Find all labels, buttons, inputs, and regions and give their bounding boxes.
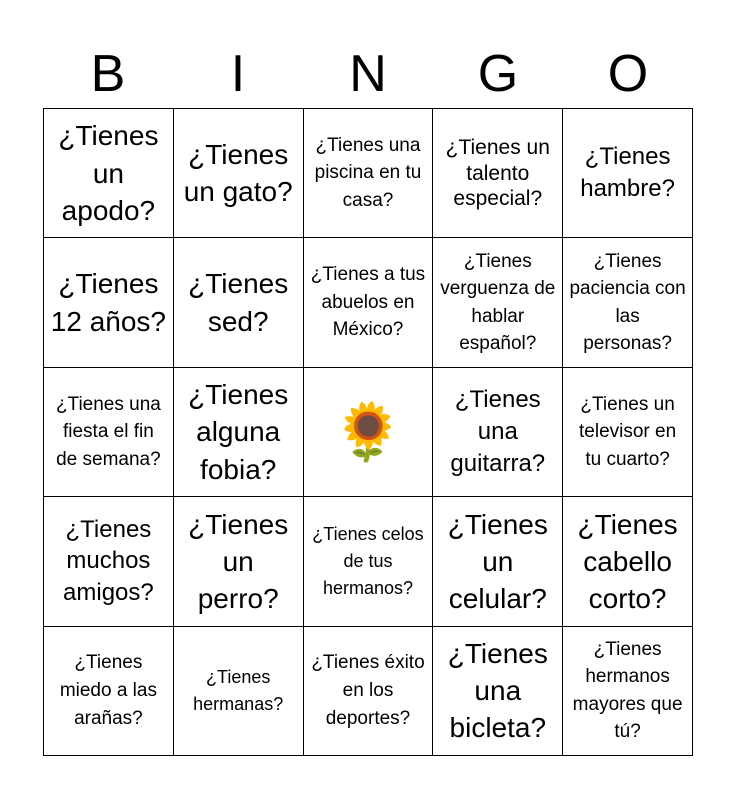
bingo-cell[interactable]	[563, 627, 693, 756]
header-letter-n: N	[349, 45, 387, 103]
bingo-cell[interactable]	[44, 109, 174, 238]
cell-text: ¿Tienes un apodo?	[58, 120, 159, 226]
cell-text: ¿Tienes miedo a las arañas?	[59, 652, 157, 729]
cell-text: ¿Tienes muchos amigos?	[63, 515, 154, 607]
cell-text: ¿Tienes sed?	[188, 268, 289, 337]
bingo-cell[interactable]	[174, 238, 304, 367]
bingo-cell[interactable]	[563, 238, 693, 367]
cell-text: ¿Tienes cabello corto?	[577, 508, 678, 614]
cell-text: ¿Tienes un gato?	[183, 138, 293, 208]
bingo-cell[interactable]	[304, 238, 434, 367]
bingo-cell[interactable]	[174, 497, 304, 626]
bingo-header	[43, 40, 693, 108]
cell-text: ¿Tienes un televisor en tu cuarto?	[579, 393, 677, 470]
bingo-cell[interactable]	[174, 627, 304, 756]
cell-text: ¿Tienes una piscina en tu casa?	[314, 134, 422, 211]
bingo-cell[interactable]	[44, 497, 174, 626]
bingo-cell[interactable]	[44, 627, 174, 756]
header-letter-b: B	[90, 45, 126, 103]
bingo-cell[interactable]	[44, 238, 174, 367]
cell-text: ¿Tienes a tus abuelos en México?	[310, 264, 426, 341]
cell-text: ¿Tienes hermanas?	[193, 666, 284, 714]
cell-text: ¿Tienes un perro?	[188, 508, 289, 614]
bingo-cell[interactable]	[433, 368, 563, 497]
free-space-cell[interactable]	[304, 368, 434, 497]
bingo-card	[43, 108, 693, 756]
bingo-cell[interactable]	[563, 109, 693, 238]
cell-text: ¿Tienes alguna fobia?	[188, 379, 289, 485]
bingo-cell[interactable]	[304, 627, 434, 756]
bingo-cell[interactable]	[433, 627, 563, 756]
cell-text: ¿Tienes una guitarra?	[450, 386, 546, 477]
bingo-cell[interactable]	[304, 109, 434, 238]
bingo-cell[interactable]	[433, 109, 563, 238]
cell-text: ¿Tienes una fiesta el fin de semana?	[55, 393, 161, 470]
bingo-cell[interactable]	[304, 497, 434, 626]
header-letter-o: O	[607, 45, 649, 103]
cell-text: ¿Tienes hambre?	[580, 143, 675, 203]
header-letter-i: I	[230, 45, 246, 103]
bingo-cell[interactable]	[174, 109, 304, 238]
header-letter-g: G	[477, 45, 519, 103]
cell-text: ¿Tienes 12 años?	[50, 268, 166, 337]
bingo-cell[interactable]	[563, 368, 693, 497]
bingo-cell[interactable]	[563, 497, 693, 626]
cell-text: ¿Tienes celos de tus hermanos?	[312, 523, 424, 598]
cell-text: ¿Tienes verguenza de hablar español?	[440, 250, 556, 355]
cell-text: ¿Tienes un celular?	[447, 508, 548, 614]
bingo-cell[interactable]	[433, 497, 563, 626]
cell-text: ¿Tienes un talento especial?	[445, 136, 550, 210]
cell-text: ¿Tienes paciencia con las personas?	[569, 250, 686, 355]
bingo-cell[interactable]	[433, 238, 563, 367]
cell-text: ¿Tienes hermanos mayores que tú?	[572, 638, 683, 743]
bingo-cell[interactable]	[44, 368, 174, 497]
cell-text: ¿Tienes éxito en los deportes?	[311, 652, 425, 729]
cell-text: ¿Tienes una bicleta?	[447, 637, 548, 744]
sunflower-icon: 🌻	[333, 400, 403, 464]
bingo-cell[interactable]	[174, 368, 304, 497]
